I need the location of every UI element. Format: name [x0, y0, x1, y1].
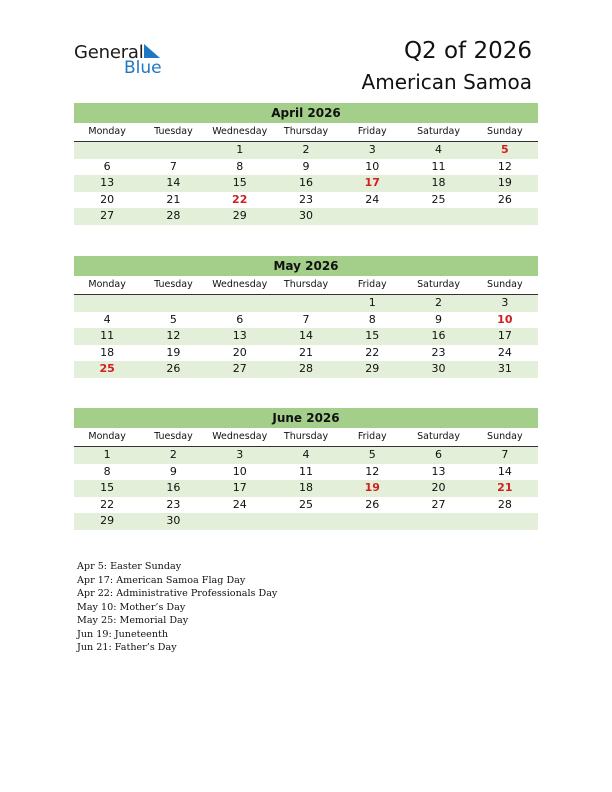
day-cell: 29 [100, 514, 115, 527]
week-row [74, 447, 538, 464]
holiday-date: 17 [364, 176, 380, 189]
day-cell: 30 [431, 362, 446, 375]
holiday-date: 5 [501, 143, 509, 156]
day-cell [74, 295, 140, 312]
day-cell: 18 [100, 345, 115, 359]
day-cell: 1 [103, 448, 111, 461]
day-cell: 16 [298, 176, 313, 189]
day-cell: 13 [232, 329, 247, 342]
day-cell: 6 [103, 159, 111, 173]
weekday-label: Monday [88, 279, 126, 290]
day-cell: 9 [169, 464, 177, 478]
weekday-header-row [74, 428, 538, 447]
weekday-label: Saturday [417, 431, 460, 442]
day-cell [339, 513, 405, 530]
day-cell: 25 [431, 192, 446, 206]
week-row [74, 497, 538, 514]
day-cell: 10 [365, 159, 380, 173]
weekday-label: Thursday [283, 431, 329, 442]
day-cell: 4 [435, 143, 443, 156]
day-cell: 22 [100, 497, 115, 511]
holiday-note: May 25: Memorial Day [77, 615, 189, 626]
day-cell: 20 [100, 192, 115, 206]
weekday-label: Monday [88, 126, 126, 137]
week-row [74, 312, 538, 329]
month-title: May 2026 [74, 256, 538, 276]
day-cell: 15 [232, 176, 247, 189]
week-row [74, 142, 538, 159]
day-cell [207, 295, 273, 312]
day-cell: 12 [497, 159, 512, 173]
day-cell: 13 [100, 176, 115, 189]
day-cell: 19 [497, 176, 512, 189]
day-cell: 25 [298, 497, 313, 511]
day-cell: 5 [169, 312, 177, 326]
day-cell: 6 [236, 312, 244, 326]
day-cell: 31 [497, 362, 512, 375]
day-cell: 23 [298, 192, 313, 206]
weekday-header-row [74, 123, 538, 142]
day-cell: 2 [169, 448, 177, 461]
day-cell: 11 [100, 329, 115, 342]
day-cell: 1 [368, 296, 376, 309]
day-cell: 17 [497, 329, 512, 342]
day-cell: 7 [501, 448, 509, 461]
day-cell: 3 [501, 296, 509, 309]
day-cell: 7 [302, 312, 310, 326]
day-cell [273, 513, 339, 530]
weekday-label: Wednesday [212, 431, 268, 442]
week-row [74, 208, 538, 225]
month-calendar [74, 256, 538, 378]
day-cell: 9 [302, 159, 310, 173]
day-cell [339, 208, 405, 225]
day-cell: 3 [368, 143, 376, 156]
day-cell: 18 [298, 481, 313, 494]
holiday-notes [77, 560, 277, 655]
day-cell: 11 [298, 464, 313, 478]
week-row [74, 175, 538, 192]
month-calendar [74, 103, 538, 225]
holiday-note: Jun 19: Juneteenth [77, 628, 169, 640]
week-row [74, 513, 538, 530]
day-cell: 8 [236, 159, 244, 173]
holiday-note: Apr 17: American Samoa Flag Day [77, 574, 246, 586]
day-cell: 8 [103, 464, 111, 478]
day-cell: 11 [431, 159, 446, 173]
day-cell: 12 [365, 464, 380, 478]
week-row [74, 480, 538, 497]
logo-general-text: General [74, 42, 144, 63]
weekday-label: Sunday [487, 431, 523, 442]
day-cell: 30 [298, 209, 313, 222]
holiday-date: 21 [497, 481, 513, 494]
day-cell: 16 [431, 329, 446, 342]
day-cell: 23 [166, 497, 181, 511]
day-cell: 2 [435, 296, 443, 309]
day-cell: 16 [166, 481, 181, 494]
day-cell: 21 [298, 345, 313, 359]
holiday-date: 25 [99, 362, 115, 375]
day-cell: 15 [365, 329, 380, 342]
holiday-date: 19 [364, 481, 380, 494]
day-cell [140, 295, 206, 312]
day-cell: 27 [100, 209, 115, 222]
weekday-label: Friday [357, 126, 387, 137]
day-cell: 28 [298, 362, 313, 375]
day-cell: 14 [497, 464, 512, 478]
weekday-label: Sunday [487, 279, 523, 290]
week-row [74, 328, 538, 345]
weekday-label: Monday [88, 431, 126, 442]
day-cell: 15 [100, 481, 115, 494]
logo [74, 42, 174, 78]
month-title: April 2026 [74, 103, 538, 123]
day-cell: 29 [232, 209, 247, 222]
weekday-label: Tuesday [154, 126, 193, 137]
weekday-label: Thursday [283, 126, 329, 137]
day-cell: 24 [232, 497, 247, 511]
day-cell: 9 [435, 312, 443, 326]
day-cell: 7 [169, 159, 177, 173]
day-cell: 14 [298, 329, 313, 342]
weekday-label: Wednesday [212, 126, 268, 137]
day-cell: 5 [368, 448, 376, 461]
holiday-note: Apr 22: Administrative Professionals Day [77, 588, 278, 599]
day-cell: 18 [431, 176, 446, 189]
weekday-label: Friday [357, 431, 387, 442]
day-cell: 20 [431, 481, 446, 494]
week-row [74, 159, 538, 176]
day-cell: 4 [103, 312, 111, 326]
page-title: Q2 of 2026 [403, 38, 532, 64]
day-cell: 22 [365, 345, 380, 359]
day-cell: 21 [166, 192, 181, 206]
day-cell: 29 [365, 362, 380, 375]
weekday-label: Tuesday [154, 279, 193, 290]
weekday-label: Thursday [283, 279, 329, 290]
week-row [74, 345, 538, 362]
day-cell: 10 [232, 464, 247, 478]
week-row [74, 192, 538, 209]
day-cell: 13 [431, 464, 446, 478]
day-cell: 26 [166, 362, 181, 375]
day-cell: 3 [236, 448, 244, 461]
day-cell: 28 [166, 209, 181, 222]
day-cell: 24 [497, 345, 512, 359]
holiday-note: Apr 5: Easter Sunday [77, 561, 182, 572]
day-cell [472, 513, 538, 530]
month-calendar [74, 408, 538, 530]
day-cell [273, 295, 339, 312]
day-cell: 24 [365, 192, 380, 206]
day-cell [140, 142, 206, 159]
day-cell: 8 [368, 312, 376, 326]
holiday-date: 10 [497, 312, 513, 326]
country-title: American Samoa [361, 70, 532, 94]
day-cell: 23 [431, 345, 446, 359]
weekday-label: Wednesday [212, 279, 268, 290]
day-cell [405, 208, 471, 225]
day-cell: 1 [236, 143, 244, 156]
day-cell: 6 [435, 448, 443, 461]
holiday-note: Jun 21: Father’s Day [77, 642, 177, 653]
day-cell: 28 [497, 497, 512, 511]
day-cell: 2 [302, 143, 310, 156]
day-cell: 26 [497, 192, 512, 206]
day-cell [405, 513, 471, 530]
day-cell: 30 [166, 514, 181, 527]
day-cell: 17 [232, 481, 247, 494]
weekday-label: Saturday [417, 279, 460, 290]
day-cell: 20 [232, 345, 247, 359]
holiday-date: 22 [232, 192, 248, 206]
day-cell: 27 [232, 362, 247, 375]
weekday-label: Saturday [417, 126, 460, 137]
month-title: June 2026 [74, 408, 538, 428]
week-row [74, 361, 538, 378]
holiday-note: May 10: Mother’s Day [77, 601, 186, 613]
logo-blue-text: Blue [124, 58, 162, 78]
day-cell: 27 [431, 497, 446, 511]
week-row [74, 295, 538, 312]
day-cell: 26 [365, 497, 380, 511]
day-cell [207, 513, 273, 530]
day-cell: 14 [166, 176, 181, 189]
day-cell: 12 [166, 329, 181, 342]
day-cell [472, 208, 538, 225]
weekday-label: Tuesday [154, 431, 193, 442]
day-cell: 4 [302, 448, 310, 461]
day-cell [74, 142, 140, 159]
day-cell: 19 [166, 345, 181, 359]
weekday-header-row [74, 276, 538, 295]
weekday-label: Friday [357, 279, 387, 290]
week-row [74, 464, 538, 481]
weekday-label: Sunday [487, 126, 523, 137]
